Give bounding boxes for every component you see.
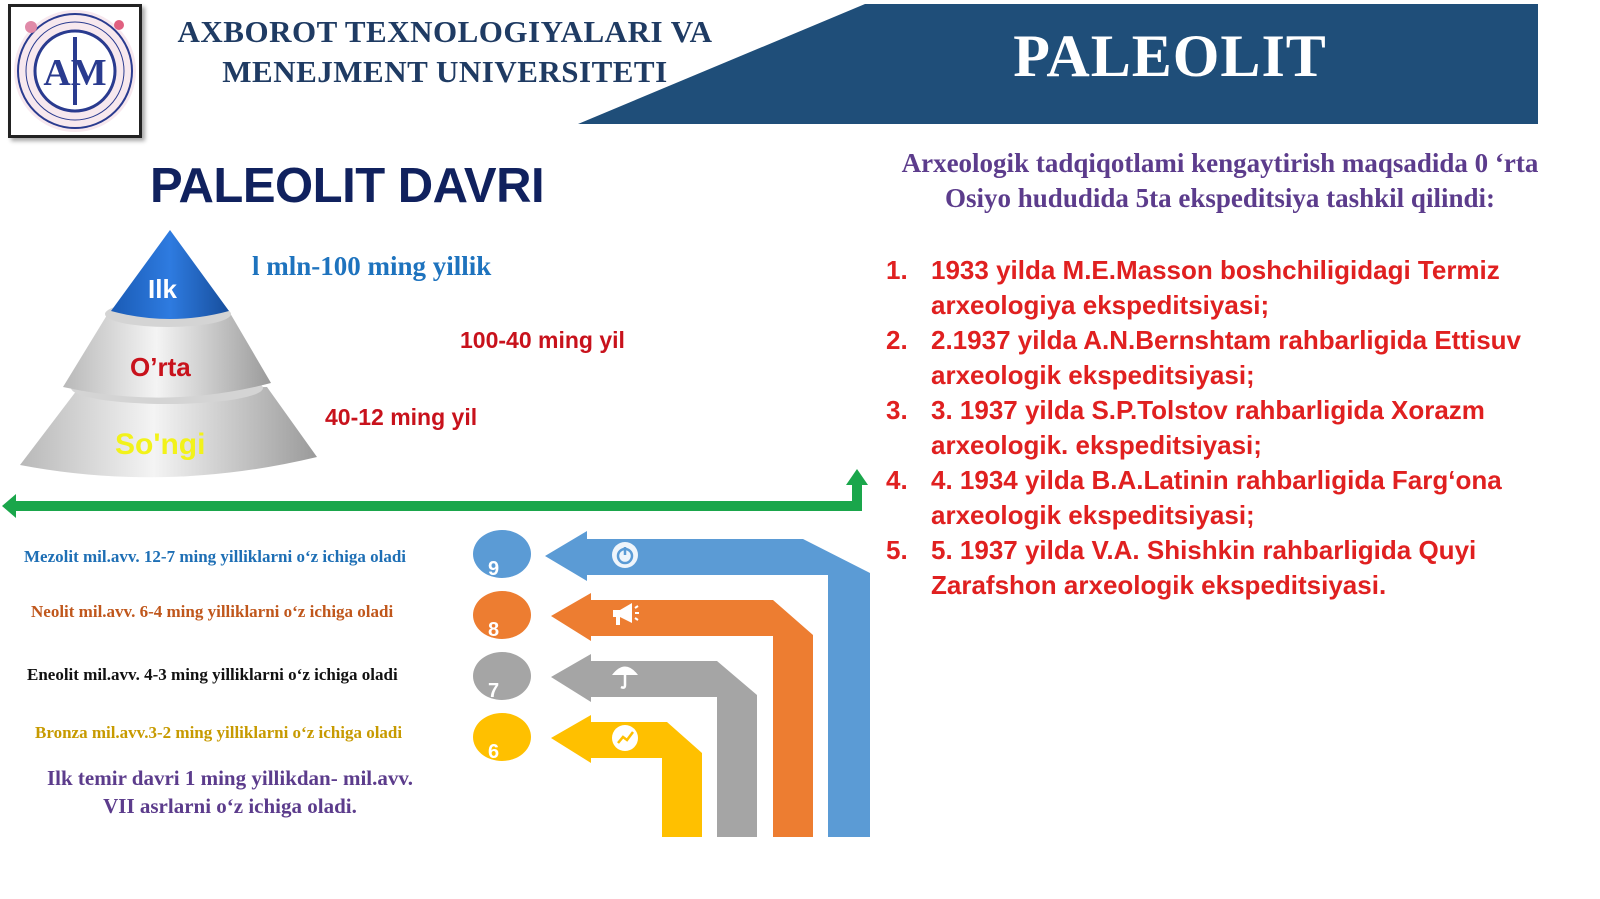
period-orta: 100-40 ming yil	[460, 327, 625, 353]
university-name-line2: MENEJMENT UNIVERSITETI	[222, 54, 668, 89]
iron-age-line2: VII asrlarni o‘z ichiga oladi.	[103, 794, 357, 818]
university-name-line1: AXBOROT TEXNOLOGIYALARI VA	[177, 14, 713, 49]
era-bronza: Bronza mil.avv.3-2 ming yilliklarni o‘z ichiga oladi	[35, 723, 403, 742]
list-number: 4.	[886, 465, 908, 495]
list-item	[886, 533, 1576, 603]
era-number-badge	[473, 652, 531, 700]
power-icon	[610, 540, 640, 575]
era-number: 9	[488, 558, 500, 580]
university-logo	[8, 4, 142, 138]
iron-age-line1: Ilk temir davri 1 ming yillikdan- mil.avv.	[47, 766, 413, 790]
list-item	[886, 463, 1576, 533]
umbrella-icon	[610, 662, 640, 695]
list-text: 1933 yilda M.E.Masson boshchiligidagi Termiz arxeologiya ekspeditsiyasi;	[931, 255, 1500, 320]
list-text: 2.1937 yilda A.N.Bernshtam rahbarligida Ettisuv arxeologik ekspeditsiyasi;	[931, 325, 1522, 390]
pyramid-label-orta: O’rta	[130, 352, 191, 382]
megaphone-icon	[610, 600, 640, 633]
era-eneolit: Eneolit mil.avv. 4-3 ming yilliklarni o‘z ichiga oladi	[27, 665, 398, 684]
era-number-badge	[473, 591, 531, 639]
era-number-badge	[473, 530, 531, 578]
list-number: 2.	[886, 325, 908, 355]
era-mezolit: Mezolit mil.avv. 12-7 ming yilliklarni o‘z ichiga oladi	[24, 547, 407, 566]
pyramid-label-ilk: Ilk	[148, 274, 177, 304]
pyramid-label-songi: So'ngi	[115, 428, 206, 461]
list-item	[886, 323, 1576, 393]
banner-title: PALEOLIT	[1013, 23, 1327, 89]
university-name	[150, 12, 740, 92]
expeditions-list	[886, 253, 1576, 603]
list-item	[886, 393, 1576, 463]
era-neolit: Neolit mil.avv. 6-4 ming yilliklarni o‘z ichiga oladi	[31, 602, 394, 621]
svg-text:AM: AM	[43, 52, 107, 94]
era-number: 7	[488, 680, 500, 702]
timeline-arrow	[0, 465, 880, 525]
chart-icon	[610, 723, 640, 758]
period-ilk: l mln-100 ming yillik	[252, 251, 492, 281]
era-arrows-graphic	[545, 525, 875, 840]
era-number: 8	[488, 619, 500, 641]
era-number-badge	[473, 713, 531, 761]
iron-age-text	[20, 764, 440, 820]
list-text: 4. 1934 yilda B.A.Latinin rahbarligida Farg‘ona arxeologik ekspeditsiyasi;	[931, 465, 1502, 530]
era-number: 6	[488, 741, 500, 763]
list-text: 3. 1937 yilda S.P.Tolstov rahbarligida Xorazm arxeologik. ekspeditsiyasi;	[931, 395, 1485, 460]
page-title: PALEOLIT DAVRI	[150, 159, 545, 213]
list-number: 1.	[886, 255, 908, 285]
expeditions-intro: Arxeologik tadqiqotlami kengaytirish maqsadida 0 ‘rta Osiyo hududida 5ta ekspeditsiya tashkil qilindi:	[901, 148, 1539, 213]
list-text: 5. 1937 yilda V.A. Shishkin rahbarligida Quyi Zarafshon arxeologik ekspeditsiyasi.	[931, 535, 1477, 600]
list-item	[886, 253, 1576, 323]
list-number: 5.	[886, 535, 908, 565]
list-number: 3.	[886, 395, 908, 425]
period-songi: 40-12 ming yil	[325, 404, 478, 430]
